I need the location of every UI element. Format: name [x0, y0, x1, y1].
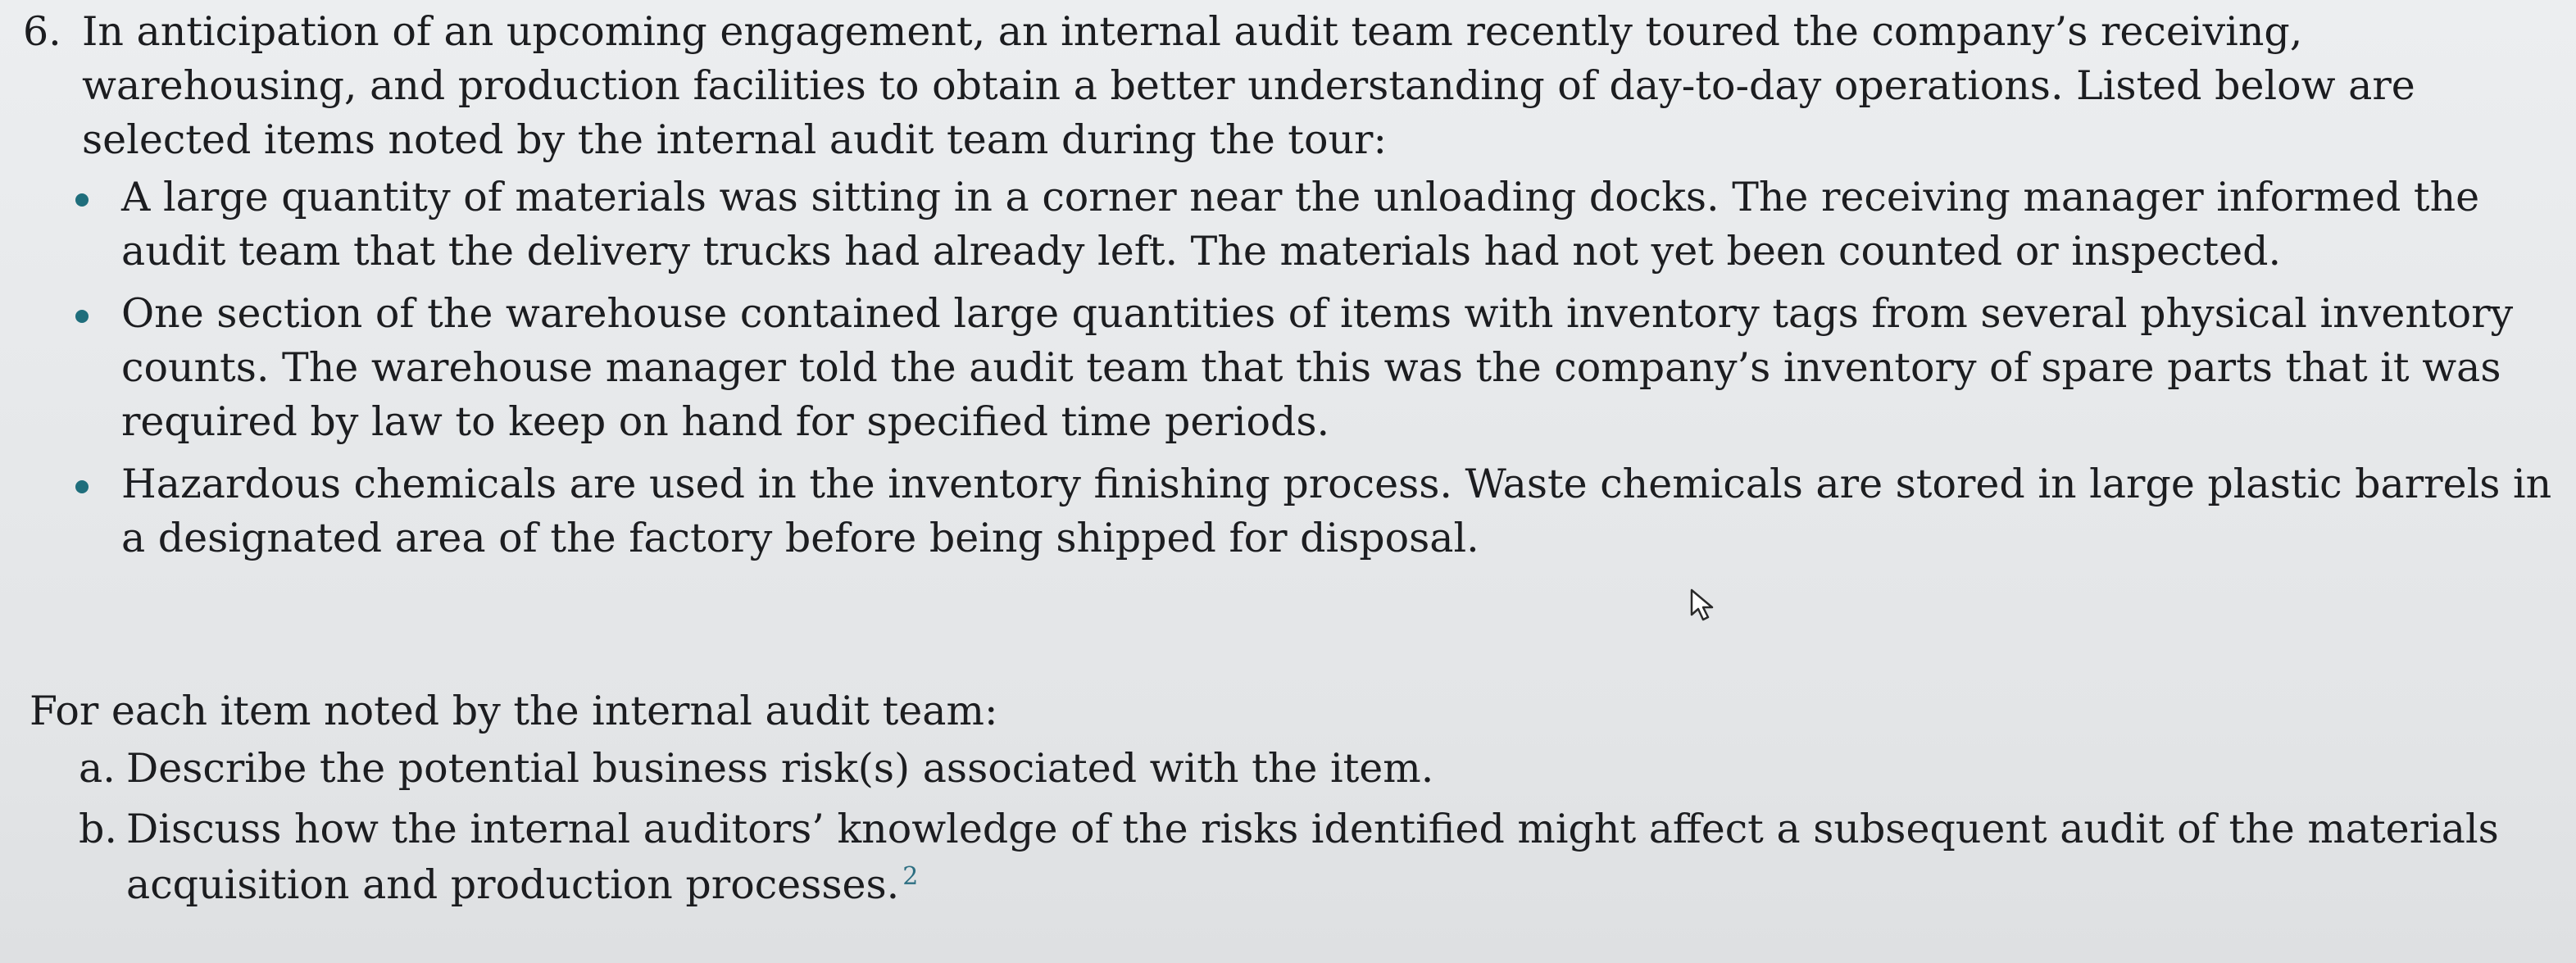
- question-6: [23, 5, 2556, 574]
- task-letter: a.: [79, 745, 116, 792]
- observation-text: Hazardous chemicals are used in the inventory finishing process. Waste chemicals are stored in large plastic barrels in a designated area of the factory before being shipped for disposal.: [121, 461, 2552, 561]
- task-prompt: For each item noted by the internal audit team:: [30, 688, 998, 734]
- bullet-icon: [54, 457, 121, 566]
- footnote-marker[interactable]: 2: [902, 861, 919, 891]
- question-intro: [23, 5, 2556, 167]
- task-section: [30, 684, 2554, 918]
- mouse-pointer-icon: [1687, 587, 1723, 623]
- observation-text: A large quantity of materials was sitting in a corner near the unloading docks. The receiving manager informed the audit team that the delivery trucks had already left. The materials had not yet been counted or inspected.: [121, 174, 2480, 275]
- task-item-a: [79, 741, 2554, 797]
- observation-item: [54, 170, 2556, 279]
- observation-item: [54, 457, 2556, 566]
- task-text-wrapper: [126, 802, 2554, 913]
- bullet-icon: [54, 170, 121, 279]
- observation-text: One section of the warehouse contained large quantities of items with inventory tags from several physical inventory counts. The warehouse manager told the audit team that this was the company’s inventory of spare parts that it was required by law to keep on hand for specified time periods.: [121, 290, 2514, 445]
- question-intro-text: In anticipation of an upcoming engagement, an internal audit team recently toured the company’s receiving, warehousing, and production facilities to obtain a better understanding of day-to-day operations. Listed below are selected items noted by the internal audit team during the tour:: [82, 8, 2415, 163]
- task-letter: b.: [79, 806, 117, 852]
- task-list: [30, 741, 2554, 913]
- bullet-icon: [54, 287, 121, 449]
- question-number: 6.: [23, 8, 61, 55]
- task-text: Discuss how the internal auditors’ knowledge of the risks identified might affect a subsequent audit of the materials acquisition and production processes.: [126, 806, 2499, 908]
- observation-item: [54, 287, 2556, 449]
- task-text: Describe the potential business risk(s) associated with the item.: [126, 745, 1434, 792]
- observation-list: [23, 170, 2556, 566]
- task-item-b: [79, 802, 2554, 913]
